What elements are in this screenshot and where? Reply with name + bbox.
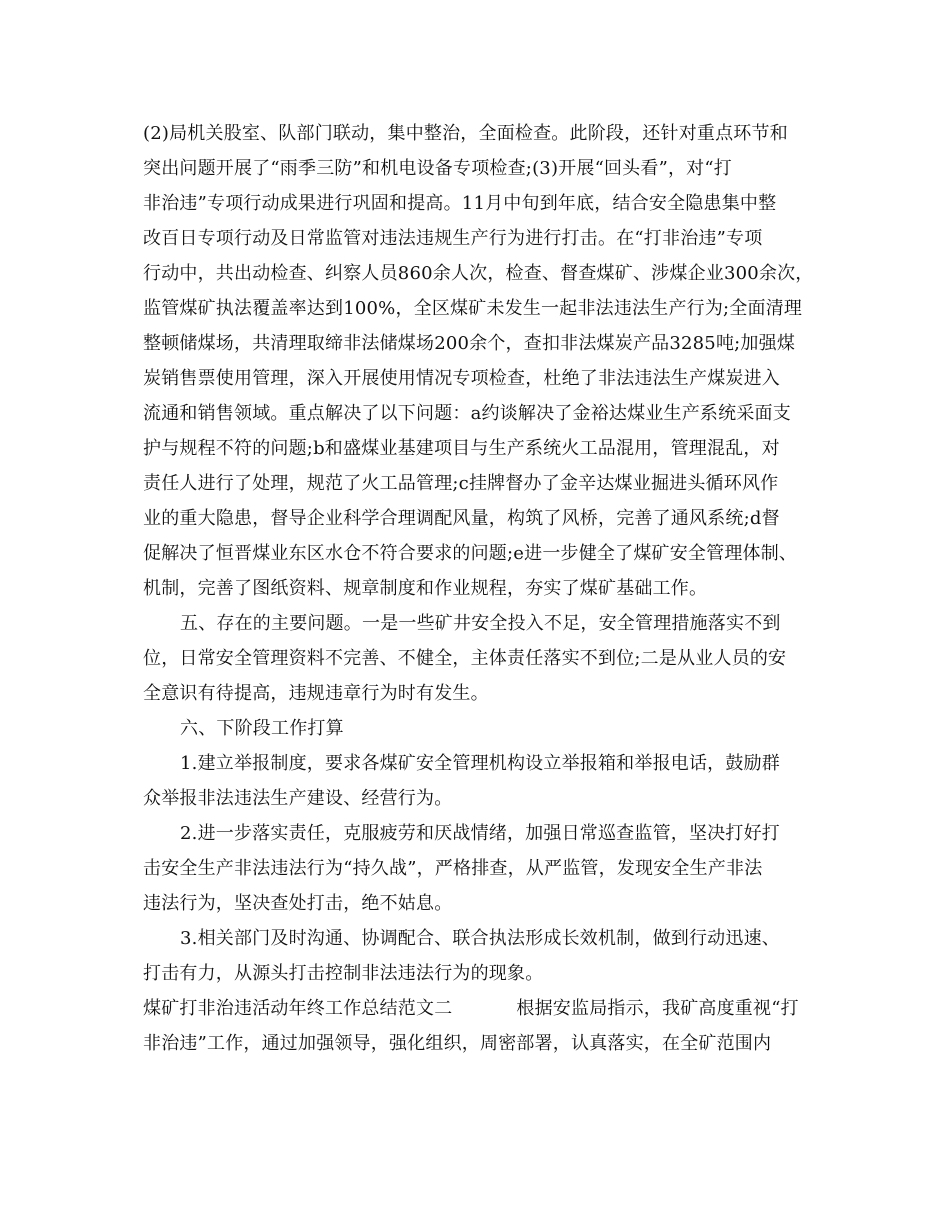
document-body xyxy=(143,116,814,1061)
section-six-heading: 六、下阶段工作打算 xyxy=(180,718,344,739)
text-line: 位，日常安全管理资料不完善、不健全，主体责任落实不到位;二是从业人员的安 xyxy=(143,648,787,669)
text-line: 促解决了恒晋煤业东区水仓不符合要求的问题;e进一步健全了煤矿安全管理体制、 xyxy=(143,543,798,564)
plan-item-1: 1.建立举报制度，要求各煤矿安全管理机构设立举报箱和举报电话，鼓励群 xyxy=(180,753,780,774)
text-line: 击安全生产非法违法行为“持久战”，严格排查，从严监管，发现安全生产非法 xyxy=(143,858,763,879)
text-line: 机制，完善了图纸资料、规章制度和作业规程，夯实了煤矿基础工作。 xyxy=(143,578,708,599)
text-line: 流通和销售领域。重点解决了以下问题：a约谈解决了金裕达煤业生产系统采面支 xyxy=(143,403,791,424)
text-line: 非治违”专项行动成果进行巩固和提高。11月中旬到年底，结合安全隐患集中整 xyxy=(143,193,777,214)
text-line: 改百日专项行动及日常监管对违法违规生产行为进行打击。在“打非治违”专项 xyxy=(143,228,763,249)
section-five-heading: 五、存在的主要问题。一是一些矿井安全投入不足，安全管理措施落实不到 xyxy=(180,613,781,634)
text-line: 业的重大隐患，督导企业科学合理调配风量，构筑了风桥，完善了通风系统;d督 xyxy=(143,508,780,529)
second-article-title: 煤矿打非治违活动年终工作总结范文二 xyxy=(143,998,453,1019)
plan-item-2: 2.进一步落实责任，克服疲劳和厌战情绪，加强日常巡查监管，坚决打好打 xyxy=(180,823,780,844)
text-line: (2)局机关股室、队部门联动，集中整治，全面检查。此阶段，还针对重点环节和 xyxy=(143,123,788,144)
text-line: 全意识有待提高，违规违章行为时有发生。 xyxy=(143,683,489,704)
text-line: 违法行为，坚决查处打击，绝不姑息。 xyxy=(143,893,453,914)
text-line: 炭销售票使用管理，深入开展使用情况专项检查，杜绝了非法违法生产煤炭进入 xyxy=(143,368,780,389)
text-line: 行动中，共出动检查、纠察人员860余人次，检查、督查煤矿、涉煤企业300余次， xyxy=(143,263,814,284)
text-line: 监管煤矿执法覆盖率达到100%，全区煤矿未发生一起非法违法生产行为;全面清理 xyxy=(143,298,803,319)
second-article-intro: 根据安监局指示，我矿高度重视“打 xyxy=(516,998,799,1019)
plan-item-3: 3.相关部门及时沟通、协调配合、联合执法形成长效机制，做到行动迅速、 xyxy=(180,928,780,949)
text-line: 责任人进行了处理，规范了火工品管理;c挂牌督办了金辛达煤业掘进头循环风作 xyxy=(143,473,779,494)
text-line: 突出问题开展了“雨季三防”和机电设备专项检查;(3)开展“回头看”，对“打 xyxy=(143,158,732,179)
text-line: 众举报非法违法生产建设、经营行为。 xyxy=(143,788,453,809)
text-line: 非治违”工作，通过加强领导，强化组织，周密部署，认真落实，在全矿范围内 xyxy=(143,1033,772,1054)
text-line: 整顿储煤场，共清理取缔非法储煤场200余个，查扣非法煤炭产品3285吨;加强煤 xyxy=(143,333,796,354)
text-line: 打击有力，从源头打击控制非法违法行为的现象。 xyxy=(143,963,544,984)
second-article-line xyxy=(143,991,808,1026)
text-line: 护与规程不符的问题;b和盛煤业基建项目与生产系统火工品混用，管理混乱，对 xyxy=(143,438,780,459)
